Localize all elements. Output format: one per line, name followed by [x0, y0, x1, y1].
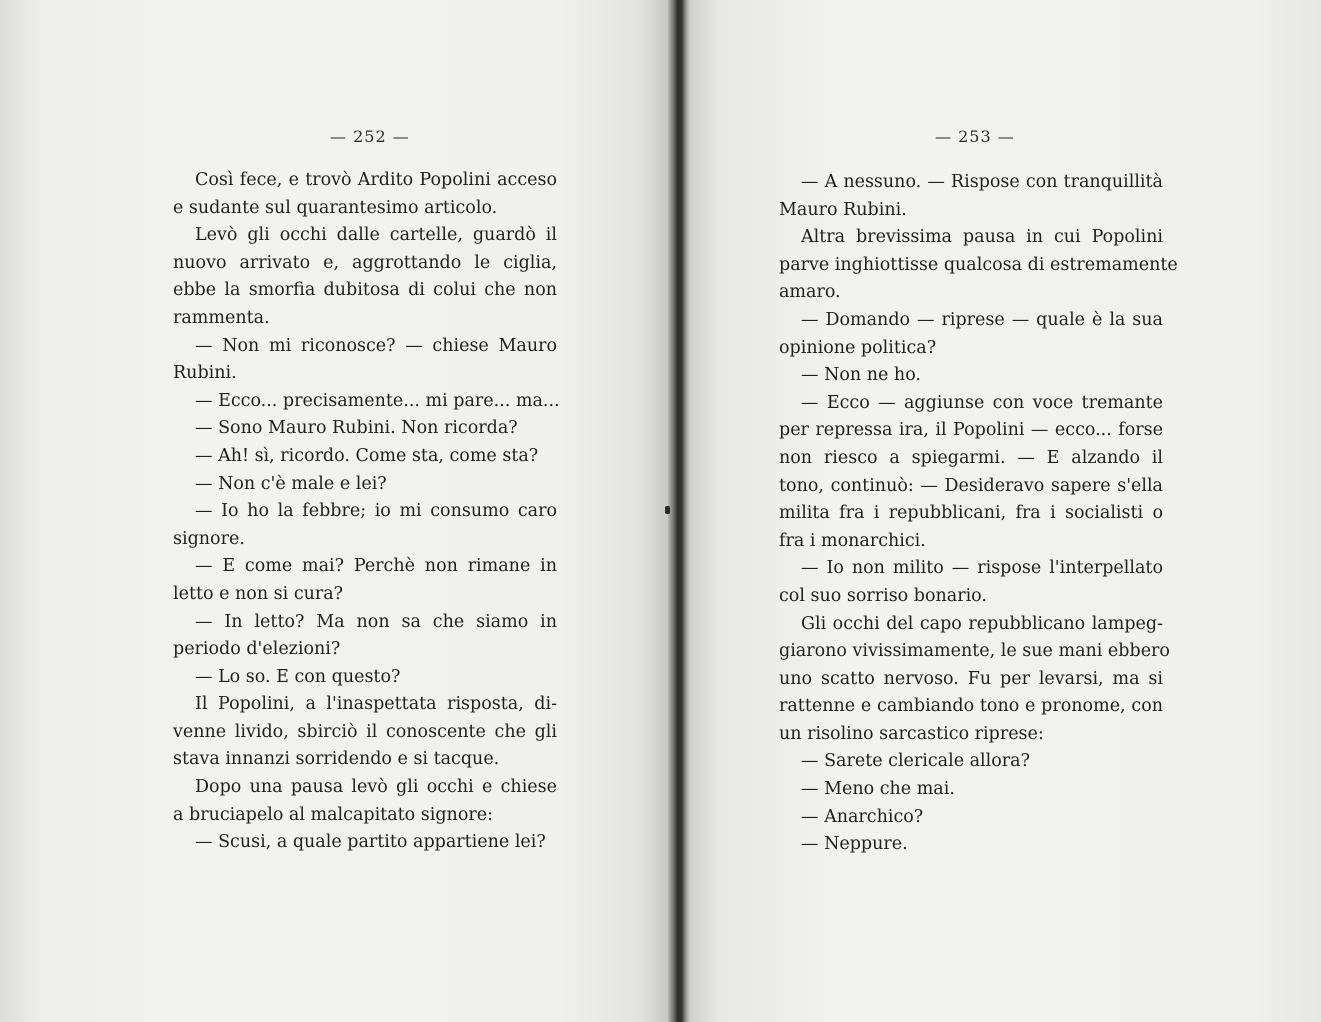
text-line: amaro. [779, 282, 841, 303]
text-line: per repressa ira, il Popolini — ecco... forse [779, 420, 1163, 441]
text-line: — Ecco — aggiunse con voce tremante [801, 392, 1163, 413]
text-line: rammenta. [173, 307, 270, 328]
text-line: — Lo so. E con questo? [195, 666, 401, 687]
text-line: venne livido, sbirciò il conoscente che gli [173, 721, 557, 742]
text-line: — Neppure. [801, 834, 908, 855]
text-line: — Anarchico? [801, 806, 924, 827]
text-line: e sudante sul quarantesimo articolo. [173, 197, 498, 218]
text-line: giarono vivissimamente, le sue mani ebbero [779, 641, 1170, 662]
left-page-text [173, 167, 560, 857]
text-line: — Scusi, a quale partito appartiene lei? [195, 832, 546, 853]
right-page-number: — 253 — [935, 127, 1015, 146]
text-line: uno scatto nervoso. Fu per levarsi, ma si [779, 668, 1163, 689]
text-line: non riesco a spiegarmi. — E alzando il [779, 447, 1163, 468]
text-line: Levò gli occhi dalle cartelle, guardò il [195, 225, 557, 246]
text-line: tono, continuò: — Desideravo sapere s'ella [779, 475, 1163, 496]
text-line: — Meno che mai. [801, 779, 955, 800]
text-line: — Io ho la febbre; io mi consumo caro [195, 501, 557, 522]
text-line: Gli occhi del capo repubblicano lampeg- [801, 613, 1163, 634]
text-line: col suo sorriso bonario. [779, 585, 987, 606]
text-line: ebbe la smorfia dubitosa di colui che non [173, 280, 557, 301]
right-page-text [779, 169, 1178, 859]
text-line: Rubini. [173, 363, 237, 384]
text-line: — Ecco... precisamente... mi pare... ma... [195, 390, 560, 411]
left-page-number: — 252 — [330, 127, 410, 146]
text-line: Mauro Rubini. [779, 199, 907, 220]
text-line: — In letto? Ma non sa che siamo in [195, 611, 557, 632]
text-line: — Non mi riconosce? — chiese Mauro [195, 335, 557, 356]
text-line: — Io non milito — rispose l'interpellato [801, 558, 1163, 579]
text-line: — Ah! sì, ricordo. Come sta, come sta? [195, 445, 539, 466]
text-line: rattenne e cambiando tono e pronome, con [779, 696, 1163, 717]
text-line: — Sono Mauro Rubini. Non ricorda? [195, 418, 518, 439]
gutter-mark [665, 506, 670, 514]
text-line: Così fece, e trovò Ardito Popolini acceso [195, 170, 557, 190]
text-line: un risolino sarcastico riprese: [779, 723, 1044, 744]
text-line: — E come mai? Perchè non rimane in [195, 556, 557, 577]
text-line: Il Popolini, a l'inaspettata risposta, di- [195, 694, 557, 715]
text-line: nuovo arrivato e, aggrottando le ciglia, [173, 252, 557, 273]
text-line: signore. [173, 528, 245, 549]
text-line: stava innanzi sorridendo e si tacque. [173, 749, 500, 770]
book-gutter [668, 0, 690, 1022]
text-line: opinione politica? [779, 337, 937, 358]
text-line: milita fra i repubblicani, fra i socialisti o [779, 503, 1163, 524]
text-line: — Non c'è male e lei? [195, 473, 387, 494]
text-line: — Sarete clericale allora? [801, 751, 1030, 772]
text-line: — A nessuno. — Rispose con tranquillità [801, 172, 1163, 192]
text-line: Dopo una pausa levò gli occhi e chiese [195, 777, 557, 798]
text-line: — Domando — riprese — quale è la sua [801, 309, 1163, 330]
text-line: letto e non si cura? [173, 583, 344, 604]
text-line: Altra brevissima pausa in cui Popolini [801, 227, 1163, 248]
text-line: periodo d'elezioni? [173, 639, 341, 660]
text-line: parve inghiottisse qualcosa di estremamente [779, 254, 1178, 275]
text-line: a bruciapelo al malcapitato signore: [173, 804, 493, 825]
text-line: — Non ne ho. [801, 365, 921, 386]
text-line: fra i monarchici. [779, 530, 926, 551]
